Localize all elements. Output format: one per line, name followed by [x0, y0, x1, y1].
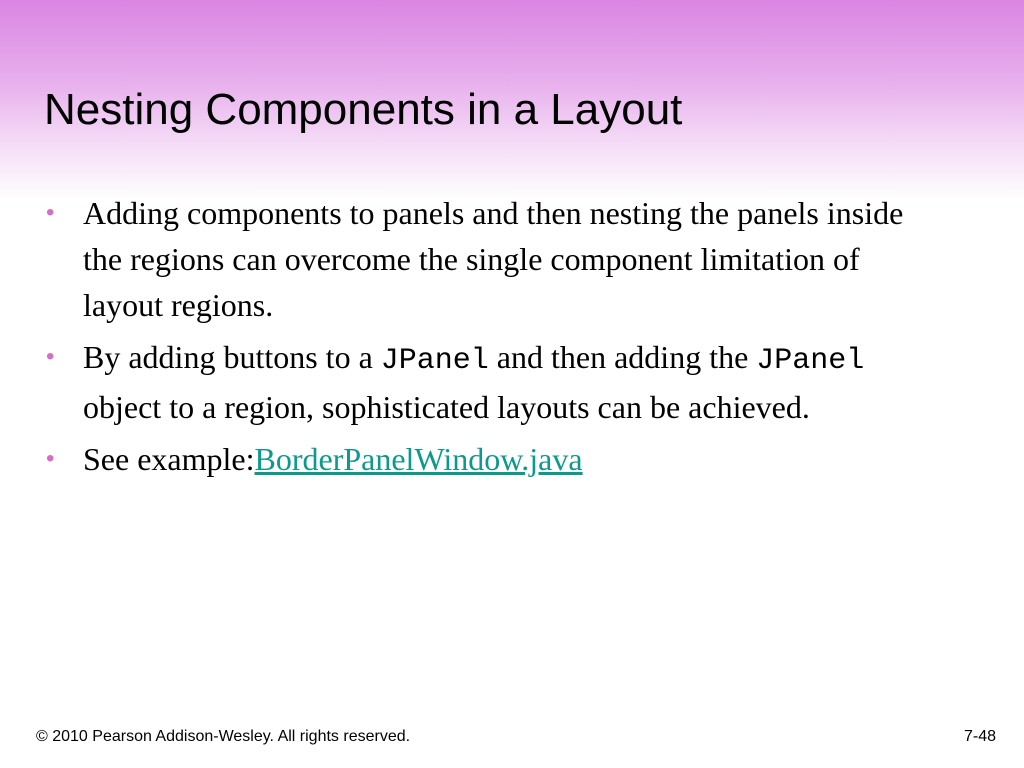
bullet-item-2 — [44, 334, 944, 430]
bullet-list — [44, 190, 944, 482]
bullet-text-before: By adding buttons to a — [83, 339, 381, 375]
bullet-dot-icon: • — [46, 199, 55, 226]
slide-title: Nesting Components in a Layout — [44, 85, 683, 134]
copyright-notice: © 2010 Pearson Addison-Wesley. All rights reserved. — [36, 728, 411, 745]
bullet-text: Adding components to panels and then nesting the panels inside the regions can overcome the single component limitation of layout regions. — [83, 195, 904, 323]
bullet-item-1 — [44, 190, 944, 328]
code-jpanel: JPanel — [756, 344, 865, 378]
bullet-dot-icon: • — [46, 343, 55, 370]
bullet-text-after: object to a region, sophisticated layouts can be achieved. — [83, 389, 810, 425]
bullet-text-middle: and then adding the — [488, 339, 757, 375]
example-file-link[interactable]: BorderPanelWindow.java — [254, 441, 583, 477]
bullet-dot-icon: • — [46, 445, 55, 472]
bullet-text-before: See example: — [83, 441, 255, 477]
page-number: 7-48 — [963, 728, 996, 745]
code-jpanel: JPanel — [380, 344, 489, 378]
bullet-item-3 — [44, 436, 944, 482]
